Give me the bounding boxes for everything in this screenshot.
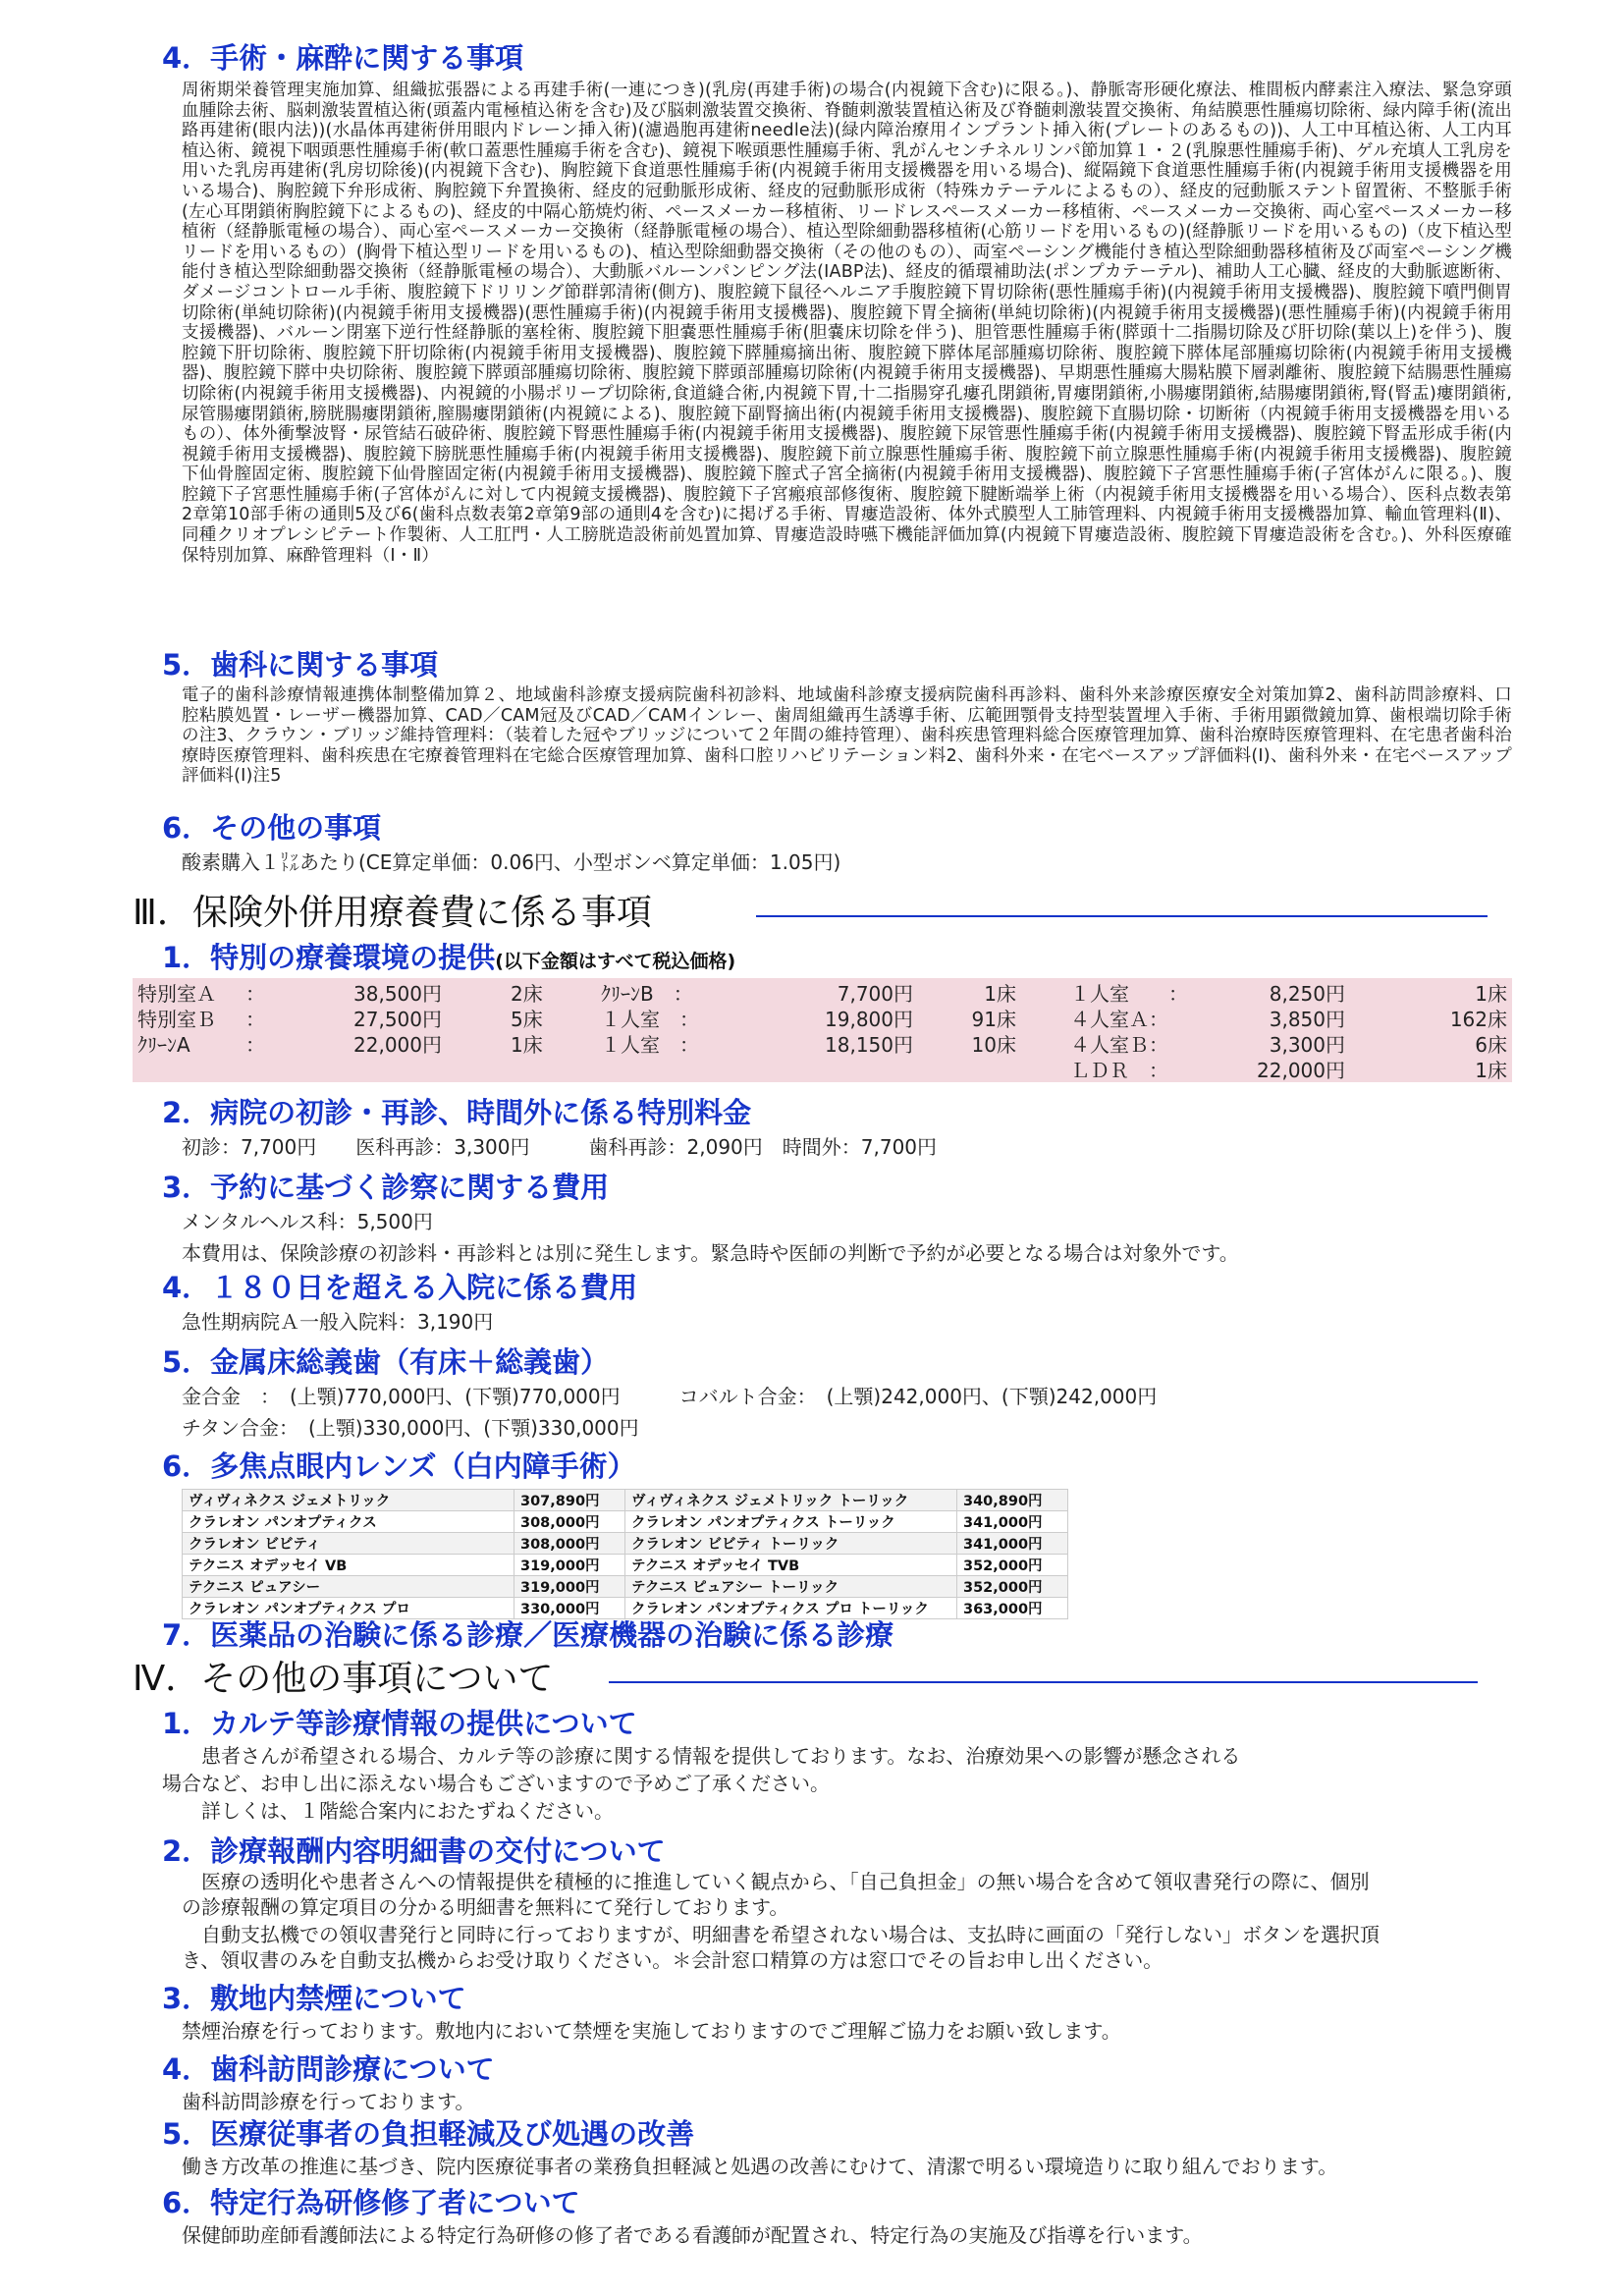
smoking-body: 禁煙治療を行っております。敷地内において禁煙を実施しておりますのでご理解ご協力をお願い致します。 <box>182 2019 1121 2043</box>
lens-name: ヴィヴィネクス ジェメトリック トーリック <box>625 1490 957 1511</box>
records-line-2: 場合など、お申し出に添えない場合もございますので予めご了承ください。 <box>162 1772 830 1795</box>
table-row <box>183 1576 1068 1598</box>
room-name: １人室 ： <box>1070 982 1188 1006</box>
section-3-rule <box>756 915 1488 917</box>
room-beds: 10床 <box>971 1033 1016 1057</box>
room-beds: 162床 <box>1449 1008 1507 1031</box>
specified-act-body: 保健師助産師看護師法による特定行為研修の修了者である看護師が配置され、特定行為の実施及び指導を行います。 <box>182 2223 1203 2247</box>
room-beds: 1床 <box>984 982 1016 1006</box>
initial-visit-body: 初診：7,700円 医科再診：3,300円 歯科再診：2,090円 時間外：7,700円 <box>182 1135 938 1159</box>
statement-line-2: の診療報酬の算定項目の分かる明細書を無料にて発行しております。 <box>182 1895 789 1919</box>
denture-body-2: チタン合金： (上顎)330,000円、(下顎)330,000円 <box>182 1416 639 1440</box>
section-4-rule <box>609 1681 1478 1683</box>
room-beds: 6床 <box>1475 1033 1507 1057</box>
lens-price: 352,000円 <box>957 1576 1068 1598</box>
surgery-body: 周術期栄養管理実施加算、組織拡張器による再建手術(一連につき)(乳房(再建手術)の場合(内視鏡下含む)に限る。)、静脈寄形硬化療法、椎間板内酵素注入療法、緊急穿頭血腫除去術、脳刺激装置植込術(頭蓋内電極植込術を含む)及び脳刺激装置交換術、脊髄刺激装置植込術及び脊髄刺激装置交換術、角結膜悪性腫瘍切除術、緑内障手術(流出路再建術(眼内法))(水晶体再建術併用眼内ドレーン挿入術)(濾過胞再建術needle法)(緑内障治療用インプラント挿入術(プレートのあるもの))、人工中耳植込術、人工内耳植込術、鏡視下咽頭悪性腫瘍手術(軟口蓋悪性腫瘍手術を含む)、鏡視下喉頭悪性腫瘍手術、乳がんセンチネルリンパ節加算１・２(乳腺悪性腫瘍手術)、ゲル充填人工乳房を用いた乳房再建術(乳房切除後)(内視鏡下含む)、胸腔鏡下食道悪性腫瘍手術(内視鏡手術用支援機器を用いる場合)、縦隔鏡下食道悪性腫瘍手術(内視鏡手術用支援機器を用いる場合)、胸腔鏡下弁形成術、胸腔鏡下弁置換術、経皮的冠動脈形成術、経皮的冠動脈形成術（特殊カテーテルによるもの）、経皮的冠動脈ステント留置術、不整脈手術(左心耳閉鎖術胸腔鏡下によるもの)、経皮的中隔心筋焼灼術、ペースメーカー移植術、リードレスペースメーカー移植術、ペースメーカー交換術、両心室ペースメーカー移植術（経静脈電極の場合）、両心室ペースメーカー交換術（経静脈電極の場合）、植込型除細動器移植術(心筋リードを用いるもの)(経静脈リードを用いるもの)（皮下植込型リードを用いるもの）(胸骨下植込型リードを用いるもの)、植込型除細動器交換術（その他のもの）、両室ペーシング機能付き植込型除細動器移植術及び両室ペーシング機能付き植込型除細動器交換術（経静脈電極の場合）、大動脈バルーンパンピング法(IABP法)、経皮的循環補助法(ポンプカテーテル)、補助人工心臓、経皮的大動脈遮断術、ダメージコントロール手術、腹腔鏡下ドリリング節群郭清術(側方)、腹腔鏡下鼠径ヘルニア手腹腔鏡下胃切除術(悪性腫瘍手術)(内視鏡手術用支援機器)、腹腔鏡下噴門側胃切除術(単純切除術)(内視鏡手術用支援機器)(悪性腫瘍手術)(内視鏡手術用支援機器)、腹腔鏡下胃全摘術(単純切除術)(内視鏡手術用支援機器)(悪性腫瘍手術)(内視鏡手術用支援機器)、バルーン閉塞下逆行性経静脈的塞栓術、腹腔鏡下胆嚢悪性腫瘍手術(胆嚢床切除を伴う)、胆管悪性腫瘍手術(膵頭十二指腸切除及び肝切除(葉以上)を伴う)、腹腔鏡下肝切除術、腹腔鏡下肝切除術(内視鏡手術用支援機器)、腹腔鏡下膵腫瘍摘出術、腹腔鏡下膵体尾部腫瘍切除術、腹腔鏡下膵体尾部腫瘍切除術(内視鏡手術用支援機器)、腹腔鏡下膵中央切除術、腹腔鏡下膵頭部腫瘍切除術、腹腔鏡下膵頭部腫瘍切除術(内視鏡手術用支援機器)、早期悪性腫瘍大腸粘膜下層剥離術、腹腔鏡下結腸悪性腫瘍切除術(内視鏡手術用支援機器)、内視鏡的小腸ポリープ切除術,食道縫合術,内視鏡下胃,十二指腸穿孔瘻孔閉鎖術,胃瘻閉鎖術,小腸瘻閉鎖術,結腸瘻閉鎖術,腎(腎盂)瘻閉鎖術,尿管腸瘻閉鎖術,膀胱腸瘻閉鎖術,膣腸瘻閉鎖術(内視鏡による)、腹腔鏡下副腎摘出術(内視鏡手術用支援機器)、腹腔鏡下直腸切除・切断術（内視鏡手術用支援機器を用いるもの）、体外衝撃波腎・尿管結石破砕術、腹腔鏡下腎悪性腫瘍手術(内視鏡手術用支援機器)、腹腔鏡下尿管悪性腫瘍手術(内視鏡手術用支援機器)、腹腔鏡下腎盂形成手術(内視鏡手術用支援機器)、腹腔鏡下膀胱悪性腫瘍手術(内視鏡手術用支援機器)、腹腔鏡下前立腺悪性腫瘍手術、腹腔鏡下前立腺悪性腫瘍手術(内視鏡手術用支援機器)、腹腔鏡下仙骨膣固定術、腹腔鏡下仙骨膣固定術(内視鏡手術用支援機器)、腹腔鏡下膣式子宮全摘術(内視鏡手術用支援機器)、腹腔鏡下子宮悪性腫瘍手術(子宮体がんに限る。)、腹腔鏡下子宮悪性腫瘍手術(子宮体がんに対して内視鏡支援機器)、腹腔鏡下子宮瘢痕部修復術、腹腔鏡下腱断端挙上術（内視鏡手術用支援機器を用いる場合）、医科点数表第2章第10部手術の通則5及び6(歯科点数表第2章第9部の通則4を含む)に掲げる手術、胃瘻造設術、体外式膜型人工肺管理料、内視鏡手術用支援機器加算、輸血管理料(Ⅱ)、同種クリオプレシピテート作製術、人工肛門・人工膀胱造設術前処置加算、胃瘻造設時嚥下機能評価加算(内視鏡下胃瘻造設術、腹腔鏡下胃瘻造設術を含む。)、外科医療確保特別加算、麻酔管理料（Ⅰ・Ⅱ） <box>182 81 1512 566</box>
records-line-1: 患者さんが希望される場合、カルテ等の診療に関する情報を提供しております。なお、治療効果への影響が懸念される <box>182 1744 1241 1768</box>
clinical-trial-heading: 7．医薬品の治験に係る診療／医療機器の治験に係る診療 <box>162 1618 894 1652</box>
records-line-3: 詳しくは、１階総合案内におたずねください。 <box>182 1799 614 1823</box>
room-name: ｸﾘｰﾝB ： <box>601 982 693 1006</box>
room-beds: 5床 <box>511 1008 543 1031</box>
records-heading: 1．カルテ等診療情報の提供について <box>162 1707 637 1740</box>
room-price: 19,800円 <box>825 1008 913 1031</box>
lens-price: 308,000円 <box>514 1533 625 1555</box>
dental-visit-heading: 4．歯科訪問診療について <box>162 2052 495 2086</box>
specified-act-heading: 6．特定行為研修修了者について <box>162 2186 580 2219</box>
lens-table <box>182 1489 1068 1619</box>
lens-price: 307,890円 <box>514 1490 625 1511</box>
room-name: ｸﾘｰﾝA <box>137 1033 190 1057</box>
room-name: ４人室Ａ： <box>1070 1008 1168 1031</box>
section-3-title: Ⅲ．保険外併用療養費に係る事項 <box>133 893 652 933</box>
table-row <box>183 1555 1068 1576</box>
lens-heading: 6．多焦点眼内レンズ（白内障手術） <box>162 1449 636 1483</box>
lens-price: 319,000円 <box>514 1576 625 1598</box>
room-price: 38,500円 <box>353 982 442 1006</box>
dental-body: 電子的歯科診療情報連携体制整備加算２、地域歯科診療支援病院歯科初診料、地域歯科診療支援病院歯科再診料、歯科外来診療医療安全対策加算2、歯科訪問診療料、口腔粘膜処置・レーザー機器加算、CAD／CAM冠及びCAD／CAMインレー、歯周組織再生誘導手術、広範囲顎骨支持型装置埋入手術、手術用顕微鏡加算、歯根端切除手術の注3、クラウン・ブリッジ維持管理料：（装着した冠やブリッジについて２年間の維持管理）、歯科疾患管理料総合医療管理加算、歯科治療時医療管理料、在宅患者歯科治療時医療管理料、歯科疾患在宅療養管理料在宅総合医療管理加算、歯科口腔リハビリテーション料2、歯科外来・在宅ベースアップ評価料(Ⅰ)、歯科外来・在宅ベースアップ評価料(Ⅰ)注5 <box>182 685 1512 787</box>
lens-name: テクニス オデッセイ VB <box>183 1555 514 1576</box>
long-stay-heading: 4．１８０日を超える入院に係る費用 <box>162 1271 638 1304</box>
lens-name: クラレオン パンオプティクス トーリック <box>625 1511 957 1533</box>
table-row <box>183 1490 1068 1511</box>
lens-name: クラレオン パンオプティクス プロ トーリック <box>625 1598 957 1619</box>
tax-note: (以下金額はすべて税込価格) <box>495 951 736 972</box>
lens-price: 341,000円 <box>957 1533 1068 1555</box>
lens-name: テクニス ピュアシー <box>183 1576 514 1598</box>
statement-heading: 2．診療報酬内容明細書の交付について <box>162 1834 666 1868</box>
room-name: １人室 ： <box>601 1008 699 1031</box>
dental-visit-body: 歯科訪問診療を行っております。 <box>182 2090 475 2113</box>
other-heading: 6．その他の事項 <box>162 811 382 845</box>
surgery-heading: 4．手術・麻酔に関する事項 <box>162 41 524 75</box>
initial-visit-heading: 2．病院の初診・再診、時間外に係る特別料金 <box>162 1096 752 1129</box>
lens-name: テクニス オデッセイ TVB <box>625 1555 957 1576</box>
lens-name: ヴィヴィネクス ジェメトリック <box>183 1490 514 1511</box>
table-row <box>183 1511 1068 1533</box>
lens-name: クラレオン パンオプティクス プロ <box>183 1598 514 1619</box>
statement-line-1: 医療の透明化や患者さんへの情報提供を積極的に推進していく観点から、「自己負担金」の無い場合を含めて領収書発行の際に、個別 <box>182 1870 1370 1893</box>
room-name: 特別室Ａ <box>137 982 216 1006</box>
lens-price: 340,890円 <box>957 1490 1068 1511</box>
denture-body-1: 金合金 ： (上顎)770,000円、(下顎)770,000円 コバルト合金： (上顎)242,000円、(下顎)242,000円 <box>182 1385 1158 1408</box>
room-price: 3,850円 <box>1269 1008 1345 1031</box>
lens-name: クラレオン パンオプティクス <box>183 1511 514 1533</box>
table-row <box>183 1598 1068 1619</box>
room-name: １人室 ： <box>601 1033 699 1057</box>
other-body: 酸素購入１㍑あたり(CE算定単価：0.06円、小型ボンベ算定単価：1.05円) <box>182 850 841 874</box>
room-colon: ： <box>245 1033 265 1057</box>
staff-burden-heading: 5．医療従事者の負担軽減及び処遇の改善 <box>162 2117 695 2151</box>
room-colon: ： <box>245 1008 265 1031</box>
table-row <box>183 1533 1068 1555</box>
room-price: 27,500円 <box>353 1008 442 1031</box>
lens-price: 308,000円 <box>514 1511 625 1533</box>
smoking-heading: 3．敷地内禁煙について <box>162 1982 466 2015</box>
room-price: 3,300円 <box>1269 1033 1345 1057</box>
lens-name: クラレオン ビビティ <box>183 1533 514 1555</box>
room-price: 8,250円 <box>1269 982 1345 1006</box>
room-heading: 1．特別の療養環境の提供(以下金額はすべて税込価格) <box>162 941 736 974</box>
long-stay-body: 急性期病院Ａ一般入院料：3,190円 <box>182 1310 494 1334</box>
lens-price: 319,000円 <box>514 1555 625 1576</box>
section-4-title: Ⅳ．その他の事項について <box>133 1659 554 1699</box>
room-name: 特別室Ｂ <box>137 1008 216 1031</box>
room-beds: 1床 <box>1475 982 1507 1006</box>
lens-name: クラレオン ビビティ トーリック <box>625 1533 957 1555</box>
room-beds: 1床 <box>1475 1059 1507 1082</box>
reservation-heading: 3．予約に基づく診察に関する費用 <box>162 1171 610 1204</box>
room-price: 7,700円 <box>837 982 913 1006</box>
room-price: 18,150円 <box>825 1033 913 1057</box>
lens-name: テクニス ピュアシー トーリック <box>625 1576 957 1598</box>
room-beds: 1床 <box>511 1033 543 1057</box>
dental-heading: 5．歯科に関する事項 <box>162 648 439 682</box>
room-price: 22,000円 <box>353 1033 442 1057</box>
room-price: 22,000円 <box>1257 1059 1345 1082</box>
statement-line-3: 自動支払機での領収書発行と同時に行っておりますが、明細書を希望されない場合は、支払時に画面の「発行しない」ボタンを選択頂 <box>182 1923 1380 1946</box>
room-name: ４人室Ｂ： <box>1070 1033 1168 1057</box>
reservation-body-2: 本費用は、保険診療の初診料・再診料とは別に発生します。緊急時や医師の判断で予約が必要となる場合は対象外です。 <box>182 1241 1239 1265</box>
room-colon: ： <box>245 982 265 1006</box>
room-name: ＬＤＲ ： <box>1070 1059 1168 1082</box>
lens-price: 352,000円 <box>957 1555 1068 1576</box>
room-beds: 91床 <box>971 1008 1016 1031</box>
staff-burden-body: 働き方改革の推進に基づき、院内医療従事者の業務負担軽減と処遇の改善にむけて、清潔で明るい環境造りに取り組んでおります。 <box>182 2155 1338 2178</box>
statement-line-4: き、領収書のみを自動支払機からお受け取りください。＊会計窓口精算の方は窓口でその旨お申し出ください。 <box>182 1948 1164 1972</box>
room-beds: 2床 <box>511 982 543 1006</box>
lens-price: 341,000円 <box>957 1511 1068 1533</box>
reservation-body-1: メンタルヘルス科：5,500円 <box>182 1210 433 1233</box>
denture-heading: 5．金属床総義歯（有床＋総義歯） <box>162 1345 610 1379</box>
lens-price: 363,000円 <box>957 1598 1068 1619</box>
lens-price: 330,000円 <box>514 1598 625 1619</box>
